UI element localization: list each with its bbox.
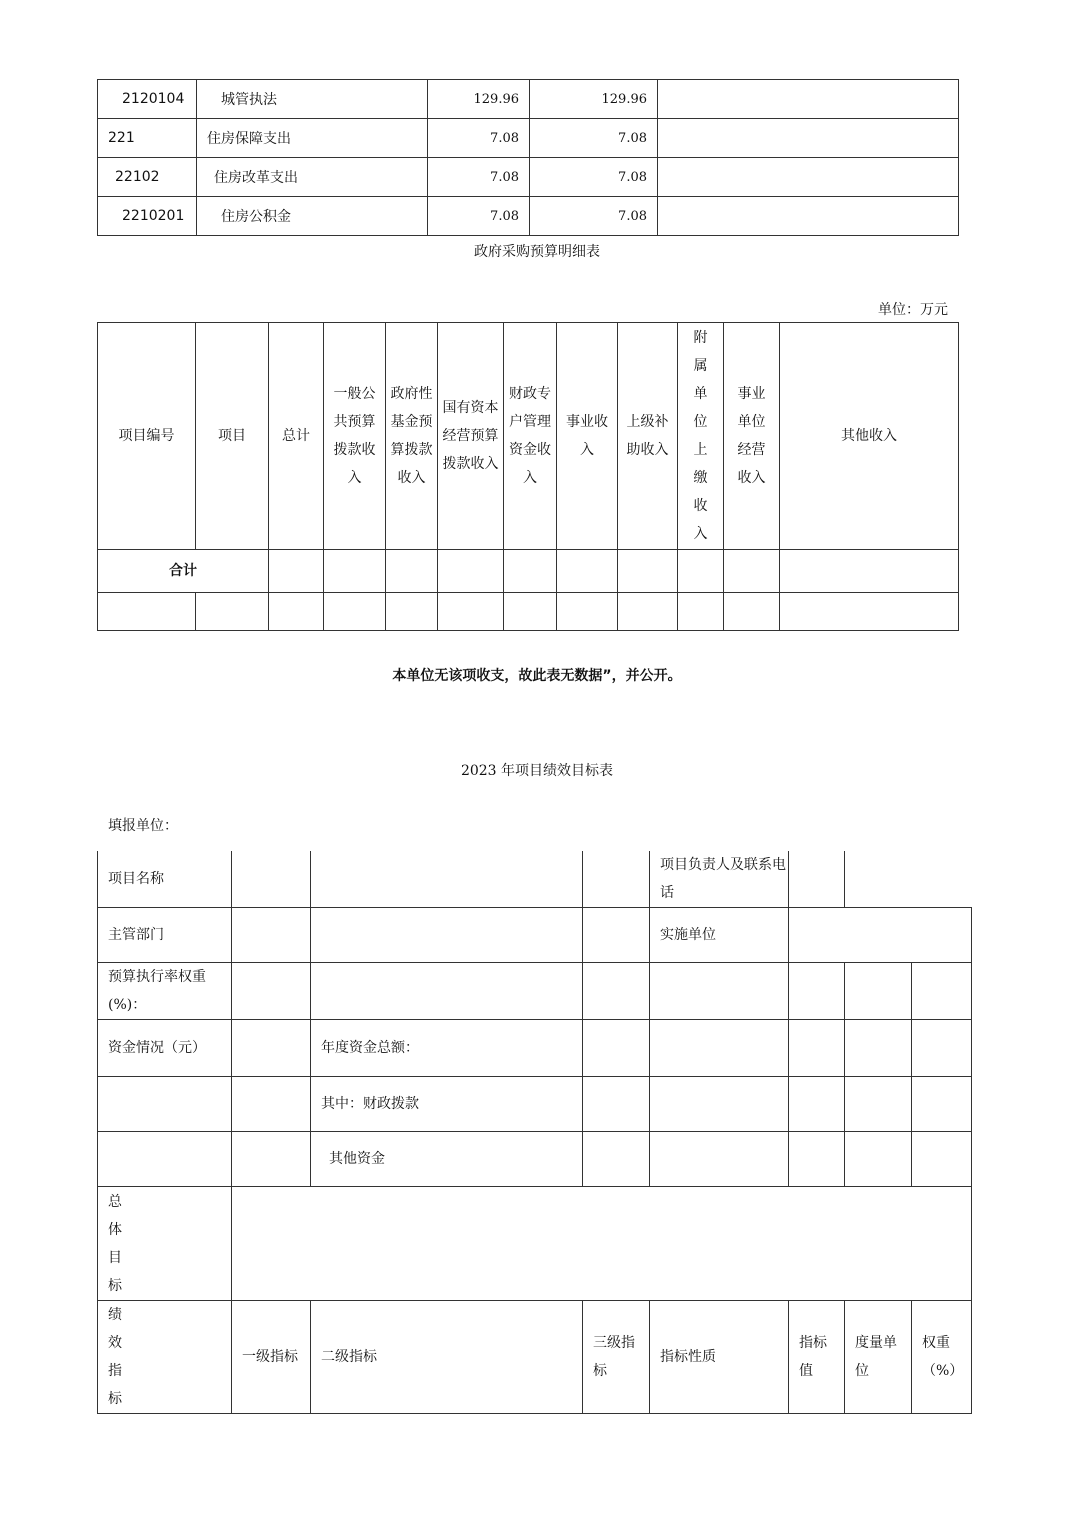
- level1-label: 一级指标: [232, 1301, 311, 1414]
- budget-table: [97, 79, 959, 236]
- funds-label: 资金情况（元）: [98, 1020, 232, 1077]
- header-cell: 事业单位经营收入: [724, 323, 780, 550]
- budget-rate-label: 预算执行率权重(%)：: [98, 963, 232, 1020]
- overall-goal-label: 总体目标: [98, 1187, 232, 1301]
- table-row: [98, 197, 959, 236]
- header-cell: 总计: [269, 323, 324, 550]
- annual-total-label: 年度资金总额：: [311, 1020, 583, 1077]
- row-value: [658, 80, 959, 119]
- fill-unit-label: 填报单位：: [108, 818, 178, 834]
- table-row: [98, 80, 959, 119]
- row-value: 129.96: [530, 80, 658, 119]
- procurement-table: [97, 322, 959, 631]
- row-value: 7.08: [530, 119, 658, 158]
- header-cell: 上级补助收入: [618, 323, 678, 550]
- header-row: [98, 323, 959, 550]
- total-row: [98, 550, 959, 593]
- table-row: [98, 1301, 972, 1414]
- row-code: 221: [98, 119, 197, 158]
- row-value: 7.08: [530, 158, 658, 197]
- header-cell: 政府性基金预算拨款收入: [386, 323, 438, 550]
- level2-label: 二级指标: [311, 1301, 583, 1414]
- total-label: 合计: [98, 550, 269, 593]
- row-value: 129.96: [428, 80, 530, 119]
- procurement-title: 政府采购预算明细表: [474, 244, 600, 260]
- row-code: 2210201: [98, 197, 197, 236]
- table-row: [98, 158, 959, 197]
- row-name: 城管执法: [197, 80, 428, 119]
- fiscal-label: 其中：财政拨款: [311, 1077, 583, 1132]
- performance-title: 2023 年项目绩效目标表: [460, 763, 614, 779]
- performance-table: [97, 851, 972, 1414]
- header-cell: 其他收入: [780, 323, 959, 550]
- table-row: [98, 1132, 972, 1187]
- table-row: [98, 1187, 972, 1301]
- table-row: [98, 593, 959, 631]
- header-cell: 财政专户管理资金收入: [504, 323, 557, 550]
- row-name: 住房保障支出: [197, 119, 428, 158]
- dept-label: 主管部门: [98, 908, 232, 963]
- table-row: [98, 1020, 972, 1077]
- table-row: [98, 851, 972, 908]
- row-value: [658, 119, 959, 158]
- row-value: 7.08: [428, 119, 530, 158]
- header-cell: 项目: [196, 323, 269, 550]
- header-cell: 附属单位上缴收入: [678, 323, 724, 550]
- row-value: 7.08: [428, 197, 530, 236]
- unit-col-label: 度量单位: [845, 1301, 912, 1414]
- table-row: [98, 908, 972, 963]
- unit-label: 单位：万元: [878, 302, 948, 318]
- header-cell: 项目编号: [98, 323, 196, 550]
- no-data-note: 本单位无该项收支，故此表无数据”，并公开。: [392, 668, 682, 684]
- level3-label: 三级指标: [583, 1301, 650, 1414]
- row-value: 7.08: [428, 158, 530, 197]
- indicators-label: 绩效指标: [98, 1301, 232, 1414]
- nature-label: 指标性质: [650, 1301, 789, 1414]
- project-leader-label: 项目负责人及联系电话: [650, 851, 789, 908]
- value-label: 指标值: [789, 1301, 845, 1414]
- other-funds-label: 其他资金: [311, 1132, 583, 1187]
- header-cell: 一般公共预算拨款收入: [324, 323, 386, 550]
- row-value: [658, 158, 959, 197]
- table-row: [98, 119, 959, 158]
- weight-label: 权重（%）: [912, 1301, 972, 1414]
- project-name-label: 项目名称: [98, 851, 232, 908]
- header-cell: 国有资本经营预算拨款收入: [438, 323, 504, 550]
- row-name: 住房改革支出: [197, 158, 428, 197]
- row-code: 2120104: [98, 80, 197, 119]
- row-value: 7.08: [530, 197, 658, 236]
- header-cell: 事业收入: [557, 323, 618, 550]
- impl-unit-label: 实施单位: [650, 908, 789, 963]
- table-row: [98, 1077, 972, 1132]
- row-value: [658, 197, 959, 236]
- row-code: 22102: [98, 158, 197, 197]
- row-name: 住房公积金: [197, 197, 428, 236]
- table-row: [98, 963, 972, 1020]
